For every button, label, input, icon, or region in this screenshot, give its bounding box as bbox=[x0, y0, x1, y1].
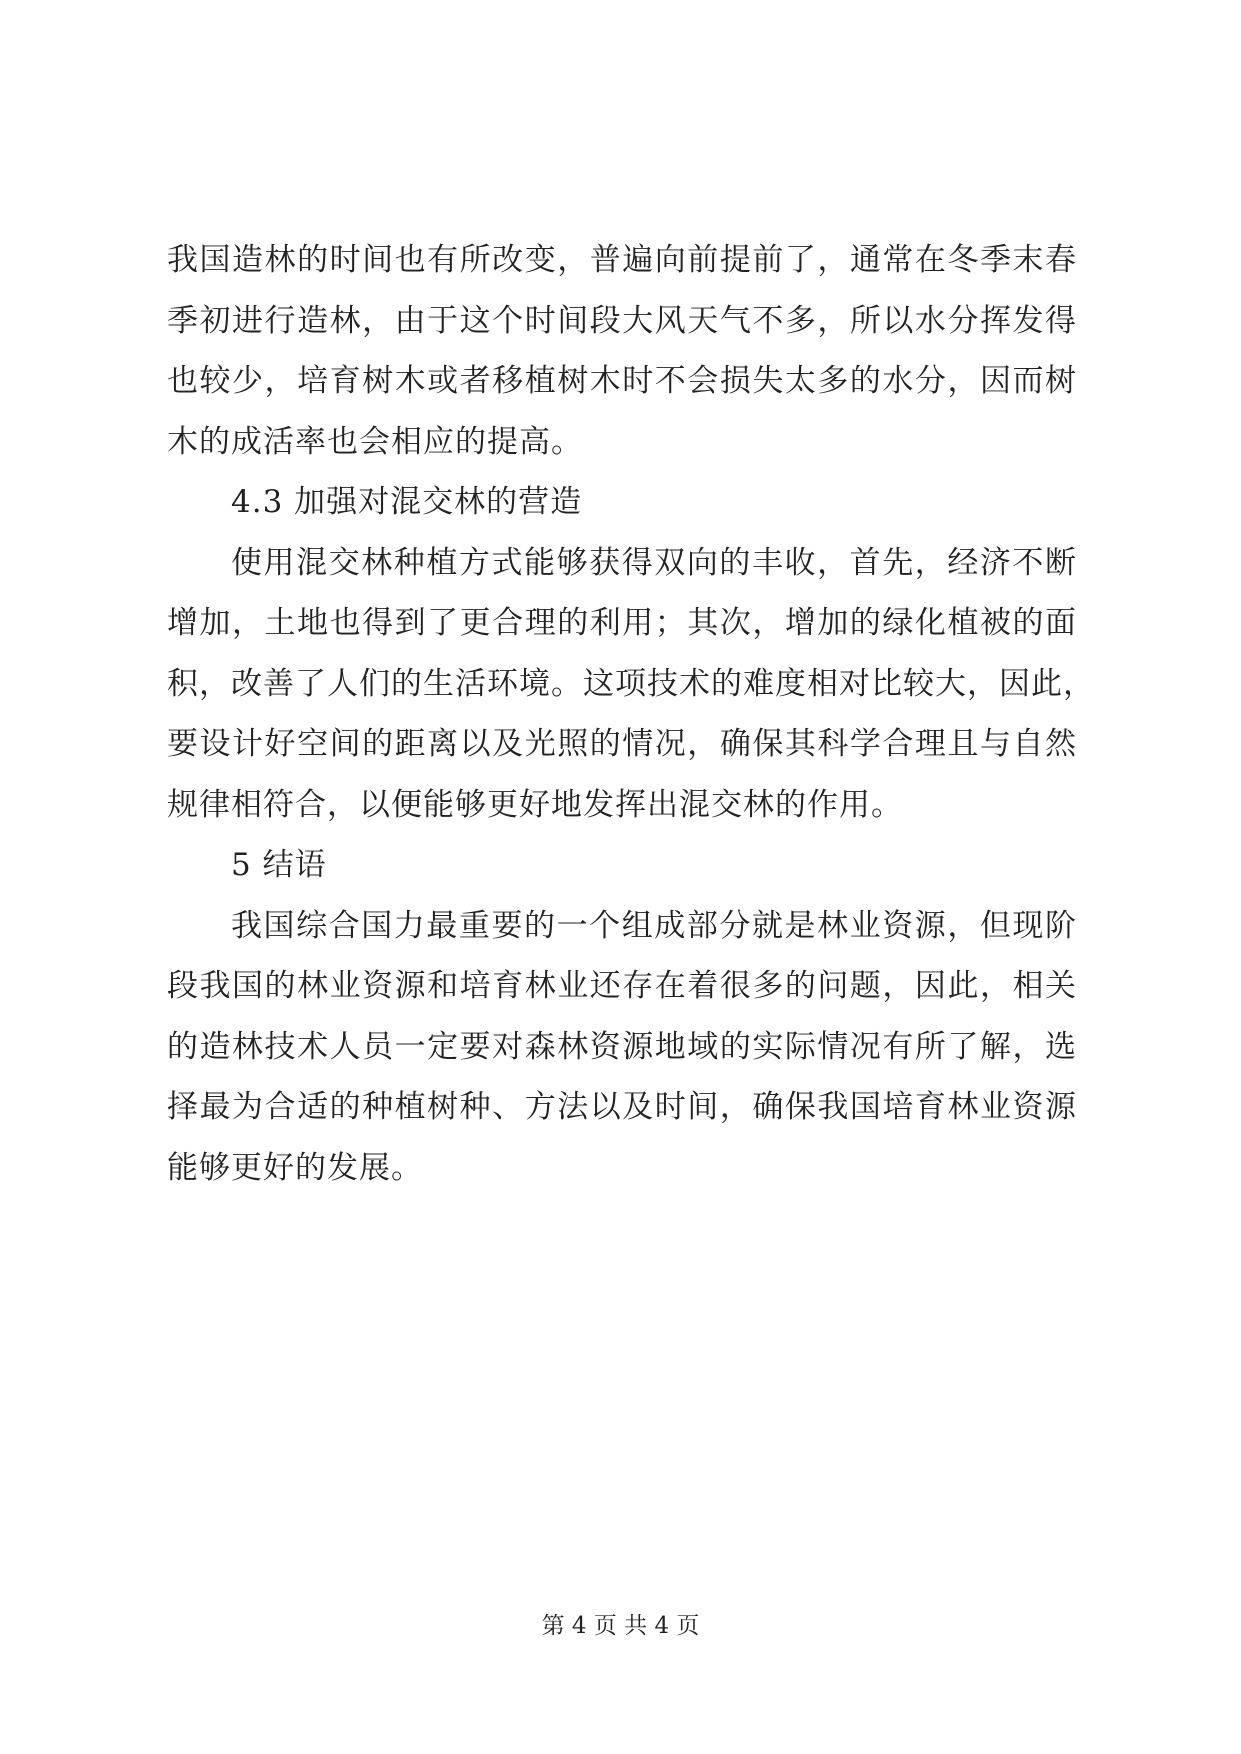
section-heading: 4.3 加强对混交林的营造 bbox=[231, 484, 583, 520]
paragraph bbox=[167, 896, 1077, 1199]
text-line: 增加，土地也得到了更合理的利用；其次，增加的绿化植被的面 bbox=[167, 605, 1077, 641]
text-line: 我国造林的时间也有所改变，普遍向前提前了，通常在冬季末春 bbox=[167, 242, 1077, 278]
text-line: 我国综合国力最重要的一个组成部分就是林业资源，但现阶 bbox=[231, 907, 1077, 944]
paragraph bbox=[167, 230, 1077, 472]
section-heading: 5 结语 bbox=[231, 847, 327, 883]
text-line: 的造林技术人员一定要对森林资源地域的实际情况有所了解，选 bbox=[167, 1028, 1077, 1065]
text-line: 择最为合适的种植树种、方法以及时间，确保我国培育林业资源 bbox=[167, 1089, 1077, 1125]
text-line: 季初进行造林，由于这个时间段大风天气不多，所以水分挥发得 bbox=[167, 302, 1077, 339]
text-line: 规律相符合，以便能够更好地发挥出混交林的作用。 bbox=[167, 786, 903, 823]
text-line: 也较少，培育树木或者移植树木时不会损失太多的水分，因而树 bbox=[167, 363, 1077, 399]
text-line: 使用混交林种植方式能够获得双向的丰收，首先，经济不断 bbox=[231, 544, 1077, 581]
paragraph bbox=[167, 533, 1095, 836]
document-body bbox=[167, 230, 1095, 1198]
text-line: 段我国的林业资源和培育林业还存在着很多的问题，因此，相关 bbox=[167, 968, 1077, 1004]
text-line: 要设计好空间的距离以及光照的情况，确保其科学合理且与自然 bbox=[167, 726, 1077, 762]
page-number-footer: 第 4 页 共 4 页 bbox=[541, 1613, 700, 1639]
text-line: 能够更好的发展。 bbox=[167, 1149, 423, 1186]
text-line: 木的成活率也会相应的提高。 bbox=[167, 423, 583, 460]
text-line: 积，改善了人们的生活环境。这项技术的难度相对比较大，因此， bbox=[167, 665, 1095, 702]
